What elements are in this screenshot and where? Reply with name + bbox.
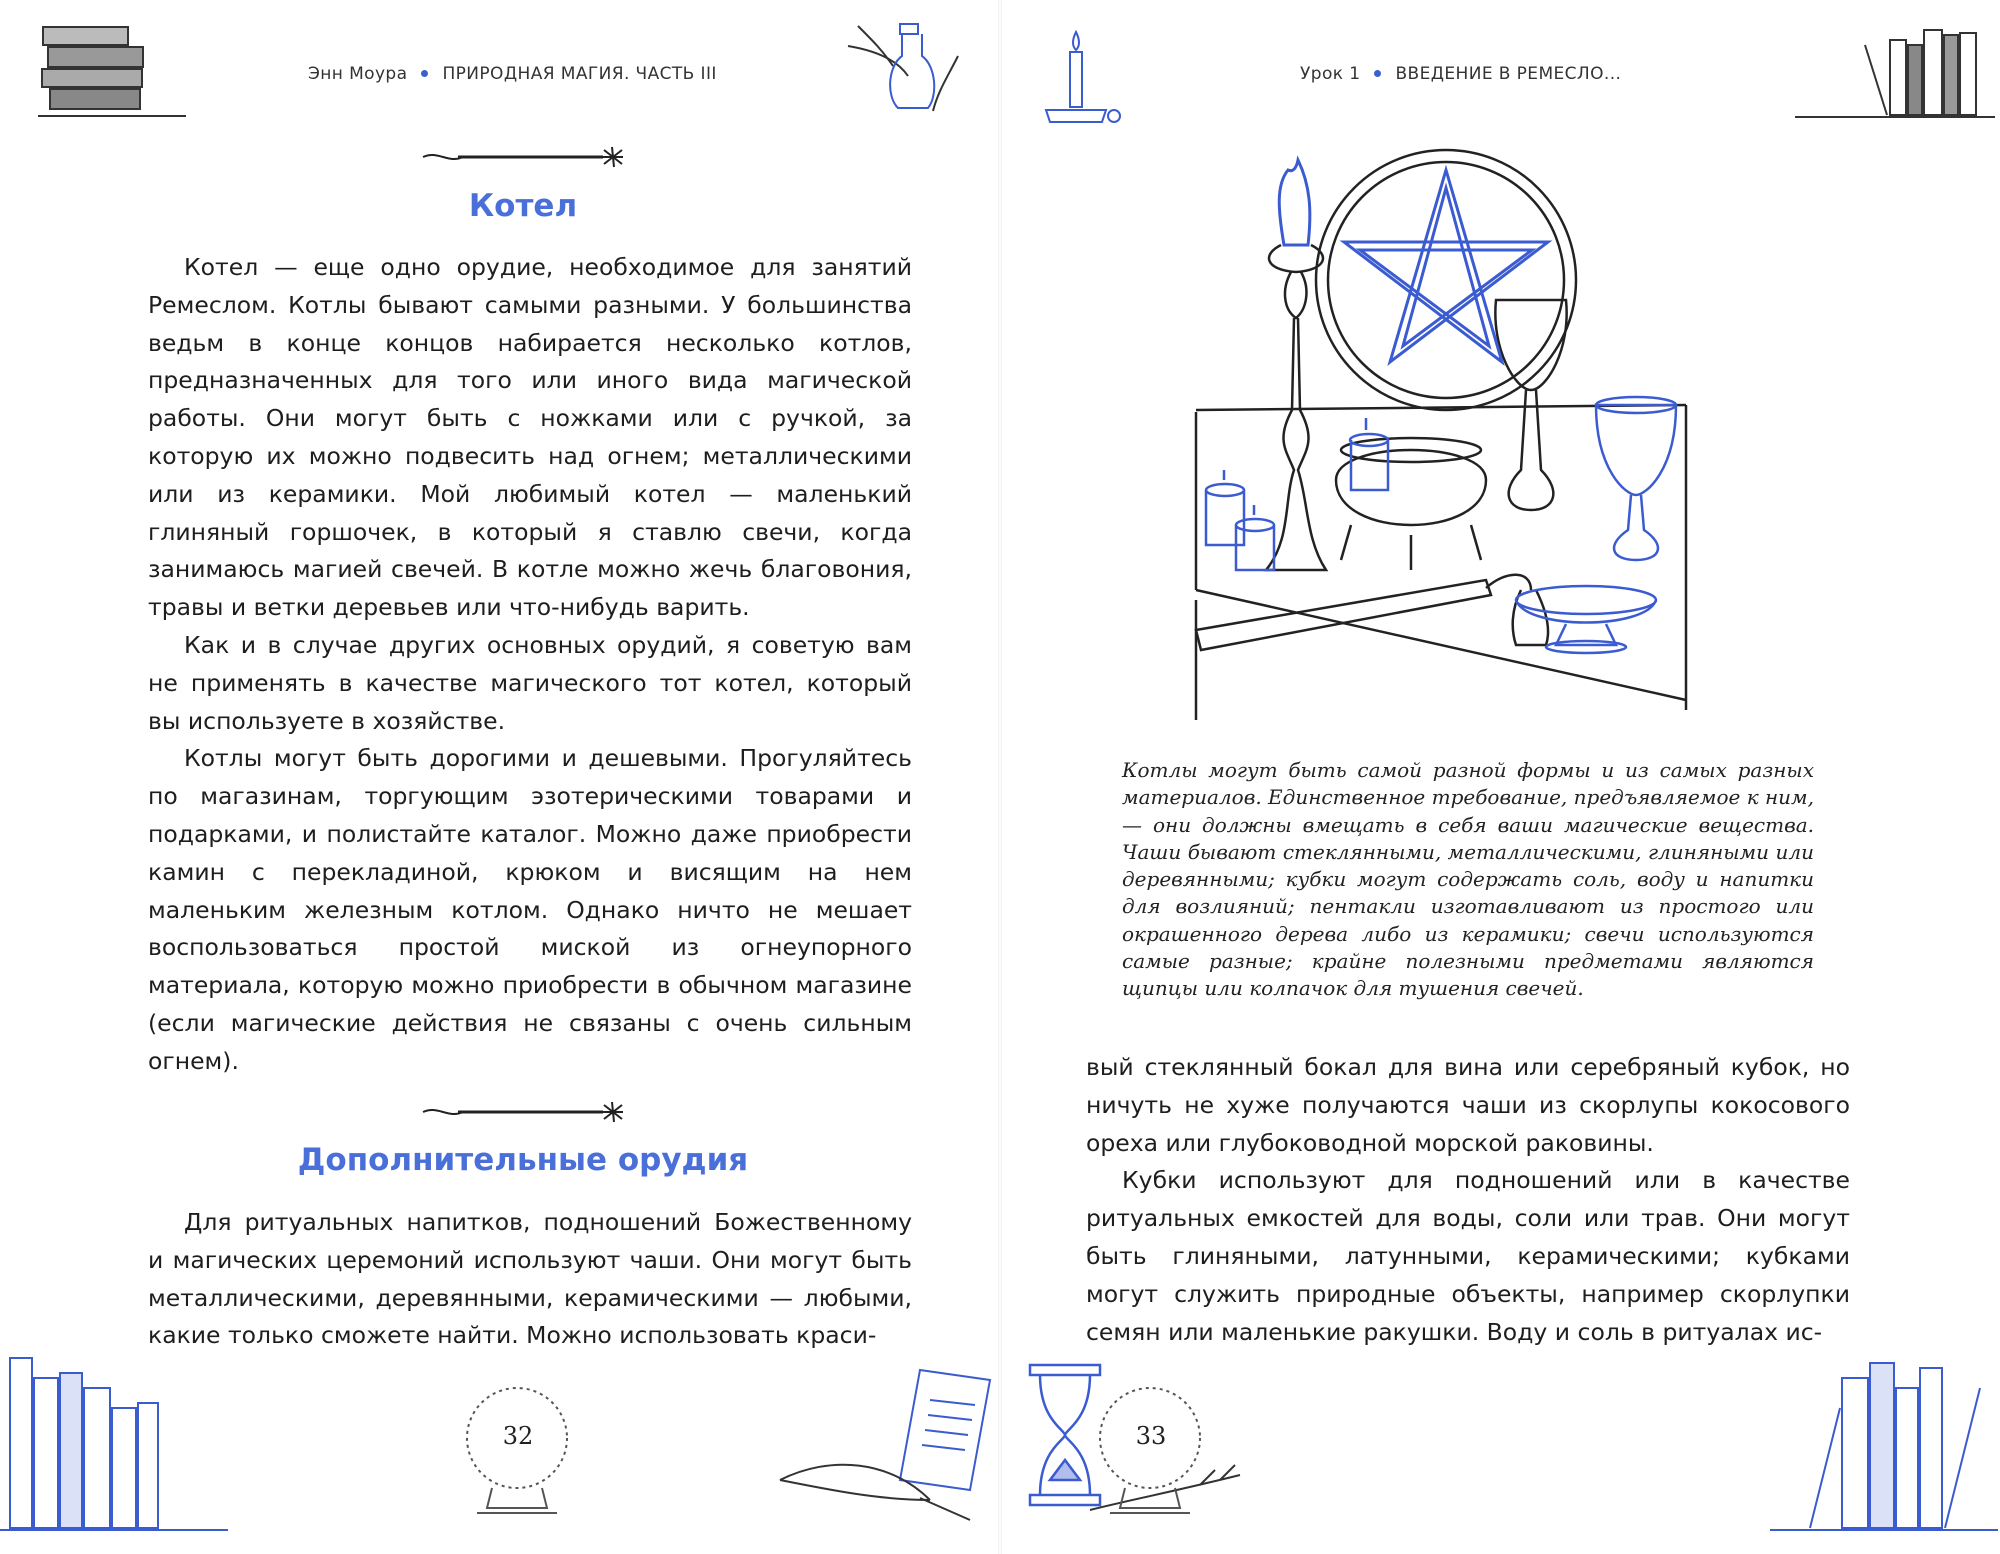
paragraph: Для ритуальных напитков, подношений Божественному и магических церемоний используют чаши. Они могут быть металлическими, деревянными, керамическими — любыми, какие только сможете найти. Можно использовать краси- — [148, 1208, 912, 1350]
altar-tools-illustration — [1166, 150, 1766, 750]
crystal-ball-icon — [1090, 1378, 1220, 1528]
wand-divider-icon — [418, 142, 628, 172]
right-page — [1000, 0, 2000, 1554]
crystal-ball-icon — [457, 1378, 587, 1528]
section-title-additional-tools: Дополнительные орудия — [297, 1142, 749, 1178]
author-name: Энн Моура — [308, 64, 408, 84]
right-page-body — [1086, 1049, 1850, 1351]
books-shelf-icon — [1770, 1318, 2000, 1538]
paragraph: вый стеклянный бокал для вина или серебряный кубок, но ничуть не хуже получаются чаши из скорлупы кокосового ореха или глубоководной морской раковины. — [1086, 1053, 1850, 1157]
running-head-left — [308, 64, 717, 84]
paragraph: Котлы могут быть дорогими и дешевыми. Прогуляйтесь по магазинам, торгующим эзотерическими товарами и подарками, и полистайте каталог. Можно даже приобрести камин с перекладиной, крюком и висящим на нем маленьким железным котлом. Однако ничто не мешает воспользоваться простой миской из огнеупорного материала, которую можно приобрести в обычном магазине (если магические действия не связаны с очень сильным огнем). — [148, 744, 912, 1075]
paragraph: Как и в случае других основных орудий, я советую вам не применять в качестве магического тот котел, который вы используете в хозяйстве. — [148, 630, 912, 735]
paragraph: Кубки используют для подношений или в качестве ритуальных емкостей для воды, соли или трав. Они могут быть глиняными, латунными, керамическими; кубками могут служить природные объекты, например скорлупки семян или маленькие ракушки. Воду и соль в ритуалах ис- — [1086, 1166, 1850, 1346]
books-stack-icon — [38, 12, 188, 122]
books-shelf-icon — [0, 1318, 230, 1538]
running-head-right — [1300, 64, 1621, 84]
quill-scroll-icon — [770, 1360, 1000, 1530]
section-additional-tools-body — [148, 1204, 912, 1355]
section-title-cauldron: Котел — [468, 188, 578, 224]
book-title: ПРИРОДНАЯ МАГИЯ. ЧАСТЬ III — [442, 64, 717, 84]
separator-dot-icon — [1374, 70, 1381, 77]
candle-icon — [1036, 30, 1126, 130]
page-number-left: 32 — [502, 1422, 534, 1450]
lesson-label: Урок 1 — [1300, 64, 1361, 84]
wand-divider-icon — [418, 1097, 628, 1127]
paragraph: Котел — еще одно орудие, необходимое для занятий Ремеслом. Котлы бывают самыми разными. У большинства ведьм в конце концов набирается несколько котлов, предназначенных для того или иного вида магической работы. Они могут быть с ножками или с ручкой, за которую их можно подвесить над огнем; металлическими или из керамики. Мой любимый котел — маленький глиняный горшочек, в который я ставлю свечи, когда занимаюсь магией свечей. В котле можно жечь благовония, травы и ветки деревьев или что-нибудь варить. — [148, 253, 912, 622]
page-number-right: 33 — [1135, 1422, 1167, 1450]
illustration-caption: Котлы могут быть самой разной формы и из самых разных материалов. Единственное требование, предъявляемое к ним, — они должны вмещать в себя ваши магические вещества. Чаши бывают стеклянными, металлическими, глиняными или деревянными; кубки могут содержать соль, воду и напитки для возлияний; пентакли изготавливают из простого или окрашенного дерева либо из керамики; свечи используются самые разные; крайне полезными предметами являются щипцы или колпачок для тушения свечей. — [1122, 758, 1814, 1001]
separator-dot-icon — [421, 70, 428, 77]
books-shelf-icon — [1795, 15, 1995, 125]
section-cauldron-body — [148, 249, 912, 1081]
herb-bottle-icon — [838, 16, 968, 116]
chapter-title: ВВЕДЕНИЕ В РЕМЕСЛО... — [1395, 64, 1622, 84]
